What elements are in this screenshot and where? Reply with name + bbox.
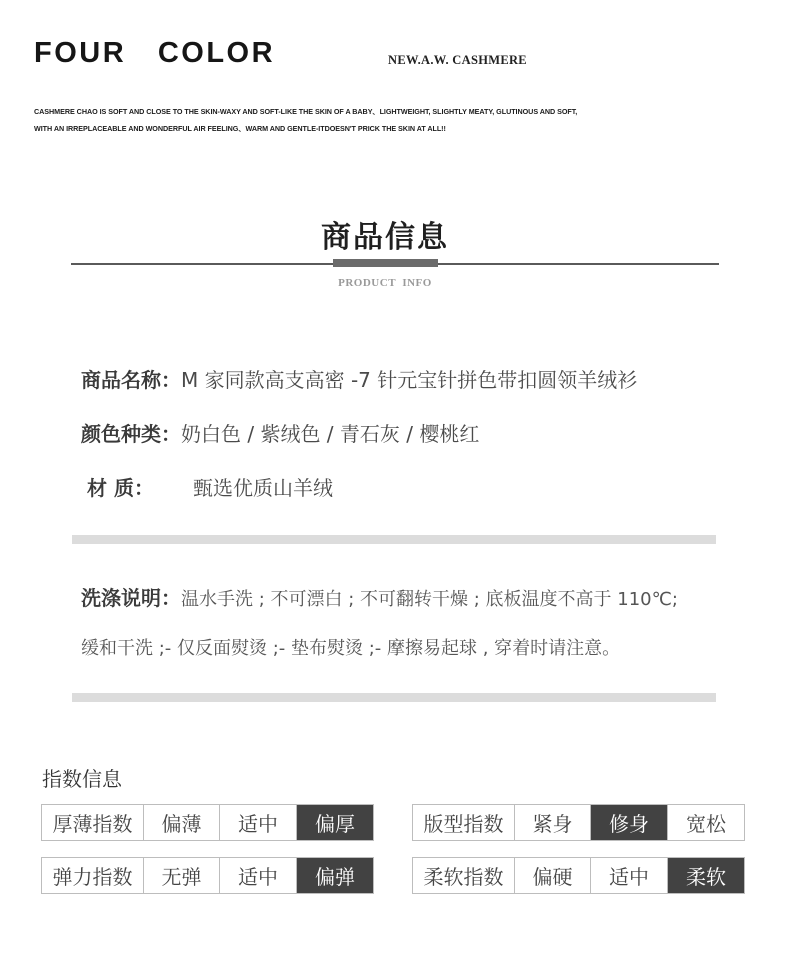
brand-title: FOUR COLOR [34, 37, 276, 69]
index-option: 偏薄 [143, 805, 219, 840]
index-option: 适中 [219, 858, 296, 893]
index-label: 柔软指数 [423, 865, 504, 889]
section-divider-accent [333, 259, 438, 267]
product-name-value: M 家同款高支高密 -7 针元宝针拼色带扣圆领羊绒衫 [181, 368, 638, 392]
index-option: 柔软 [667, 858, 744, 893]
index-label: 厚薄指数 [52, 812, 133, 836]
fit-index-table [412, 804, 745, 841]
index-option: 紧身 [514, 805, 590, 840]
product-color-label: 颜色种类： [81, 422, 181, 446]
index-info-title: 指数信息 [42, 767, 122, 791]
product-material-label: 材 质： [87, 476, 154, 500]
index-option: 宽松 [667, 805, 744, 840]
product-name-label: 商品名称： [81, 368, 181, 392]
washing-instructions-line-1 [81, 582, 678, 611]
washing-label: 洗涤说明： [81, 586, 181, 610]
brand-description-line-1: CASHMERE CHAO IS SOFT AND CLOSE TO THE SKIN-WAXY AND SOFT-LIKE THE SKIN OF A BABY、LIGHTWEIGHT, SLIGHTLY MEATY, GLUTINOUS AND SOFT, [34, 107, 578, 116]
index-option: 适中 [590, 858, 667, 893]
index-option: 偏硬 [514, 858, 590, 893]
index-option: 无弹 [143, 858, 219, 893]
elasticity-index-table [41, 857, 374, 894]
index-label: 弹力指数 [52, 865, 133, 889]
product-material-row [81, 472, 333, 501]
product-color-row [81, 418, 479, 447]
washing-line-1: 温水手洗 ; 不可漂白 ; 不可翻转干燥 ; 底板温度不高于 110℃; [181, 589, 678, 610]
brand-subtitle: NEW.A.W. CASHMERE [388, 53, 527, 67]
thickness-index-table [41, 804, 374, 841]
index-label: 版型指数 [423, 812, 504, 836]
section-title: 商品信息 [321, 220, 449, 255]
product-name-row [81, 364, 637, 393]
index-option: 适中 [219, 805, 296, 840]
product-material-value: 甄选优质山羊绒 [193, 476, 333, 500]
washing-instructions-line-2: 缓和干洗 ;- 仅反面熨烫 ;- 垫布熨烫 ;- 摩擦易起球 , 穿着时请注意。 [81, 638, 621, 659]
brand-description-line-2: WITH AN IRREPLACEABLE AND WONDERFUL AIR FEELING、WARM AND GENTLE-ITDOESN'T PRICK THE SKIN AT ALL!! [34, 124, 446, 133]
section-subtitle: PRODUCT INFO [338, 277, 432, 289]
product-color-value: 奶白色 / 紫绒色 / 青石灰 / 樱桃红 [181, 422, 480, 446]
divider-bar [72, 535, 716, 544]
divider-bar [72, 693, 716, 702]
index-option: 偏厚 [296, 805, 373, 840]
index-option: 修身 [590, 805, 667, 840]
softness-index-table [412, 857, 745, 894]
index-option: 偏弹 [296, 858, 373, 893]
